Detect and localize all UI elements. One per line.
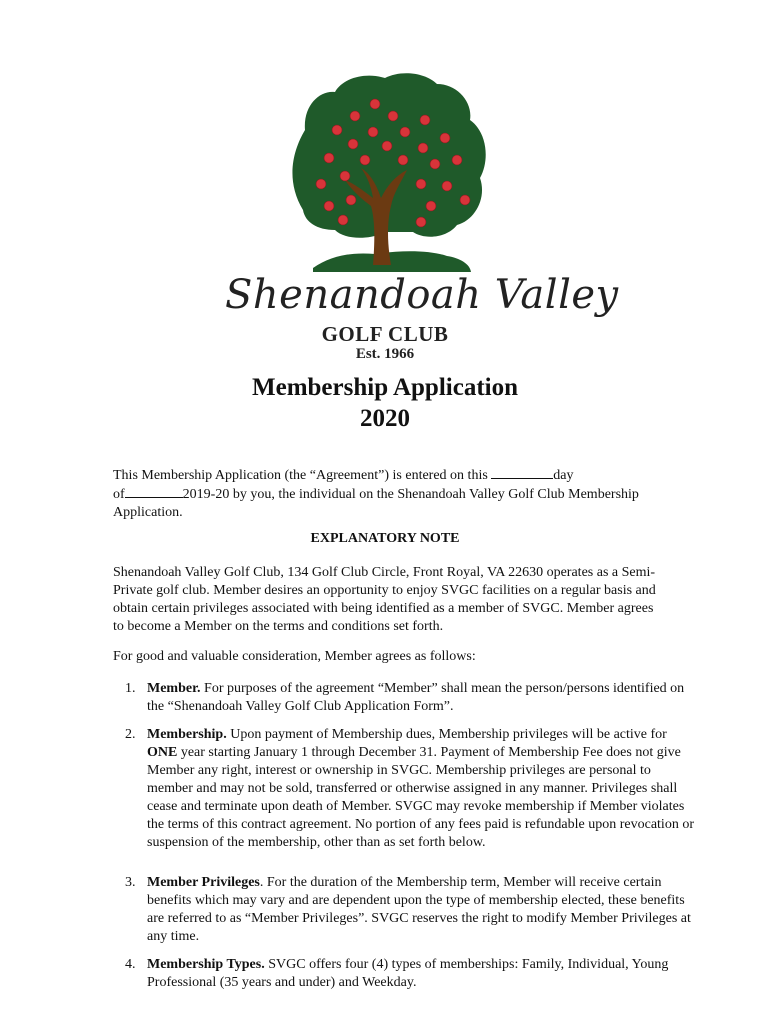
item-text: Upon payment of Membership dues, Membership privileges will be active for (226, 727, 667, 742)
item-number: 1. (125, 681, 136, 696)
item-title: Member. (147, 681, 201, 696)
grass-base (313, 251, 471, 272)
consideration-text: For good and valuable consideration, Member agrees as follows: (113, 649, 476, 664)
club-logo (225, 60, 619, 370)
intro-paragraph (113, 466, 673, 522)
day-blank-field[interactable] (491, 466, 553, 479)
explanatory-note-heading: EXPLANATORY NOTE (310, 531, 460, 546)
item-emphasis: ONE (147, 745, 178, 760)
item-title: Membership Types. (147, 957, 265, 972)
intro-text-4: 2019-20 by you, the individual on the Shenandoah Valley Golf Club Membership Application. (113, 487, 639, 520)
club-script-name: Shenandoah Valley (225, 272, 619, 318)
list-item (113, 874, 697, 946)
intro-text-1: This Membership Application (the “Agreement”) is entered on this (113, 468, 492, 483)
explanatory-note-text: Shenandoah Valley Golf Club, 134 Golf Club Circle, Front Royal, VA 22630 operates as a Semi-Private golf club. Member desires an opportunity to enjoy SVGC facilities on a regular basis and obtain certain privileges associated with being identified as a member of SVGC. Member agrees to become a Member on the terms and conditions set forth. (113, 565, 656, 634)
item-number: 2. (125, 727, 136, 742)
title-line-2: 2020 (360, 405, 410, 432)
list-item (113, 726, 697, 852)
title-line-1: Membership Application (252, 374, 518, 401)
item-text: . For the duration of the Membership term, Member will receive certain benefits which may vary and are dependent upon the type of membership elected, these benefits are referred to as “Member Privileges”. SVGC reserves the right to modify Member Privileges at any time. (147, 875, 691, 944)
item-title: Membership. (147, 727, 227, 742)
month-blank-field[interactable] (125, 485, 183, 498)
list-item (113, 680, 697, 716)
item-title: Member Privileges (147, 875, 260, 890)
page-title (0, 372, 770, 434)
apple-tree-icon (225, 60, 565, 275)
item-number: 4. (125, 957, 136, 972)
established-year: Est. 1966 (355, 346, 415, 362)
club-name: GOLF CLUB (321, 322, 449, 346)
intro-text-3: of (113, 487, 125, 502)
list-item (113, 956, 697, 992)
item-text: SVGC offers four (4) types of memberships: Family, Individual, Young Professional (35 years and under) and Weekday. (147, 957, 669, 990)
item-number: 3. (125, 875, 136, 890)
intro-text-2: day (553, 468, 574, 483)
item-text: year starting January 1 through December 31. Payment of Membership Fee does not give Member any right, interest or ownership in SVGC. Membership privileges are personal to member and may not be sold, transferred or otherwise assigned in any manner. Privileges shall cease and terminate upon death of Member. SVGC may revoke membership if Member violates the terms of this contract agreement. No portion of any fees paid is refundable upon revocation or suspension of the membership, other than as set forth below. (147, 745, 694, 850)
item-text: For purposes of the agreement “Member” shall mean the person/persons identified on the “Shenandoah Valley Golf Club Application Form”. (147, 681, 685, 714)
